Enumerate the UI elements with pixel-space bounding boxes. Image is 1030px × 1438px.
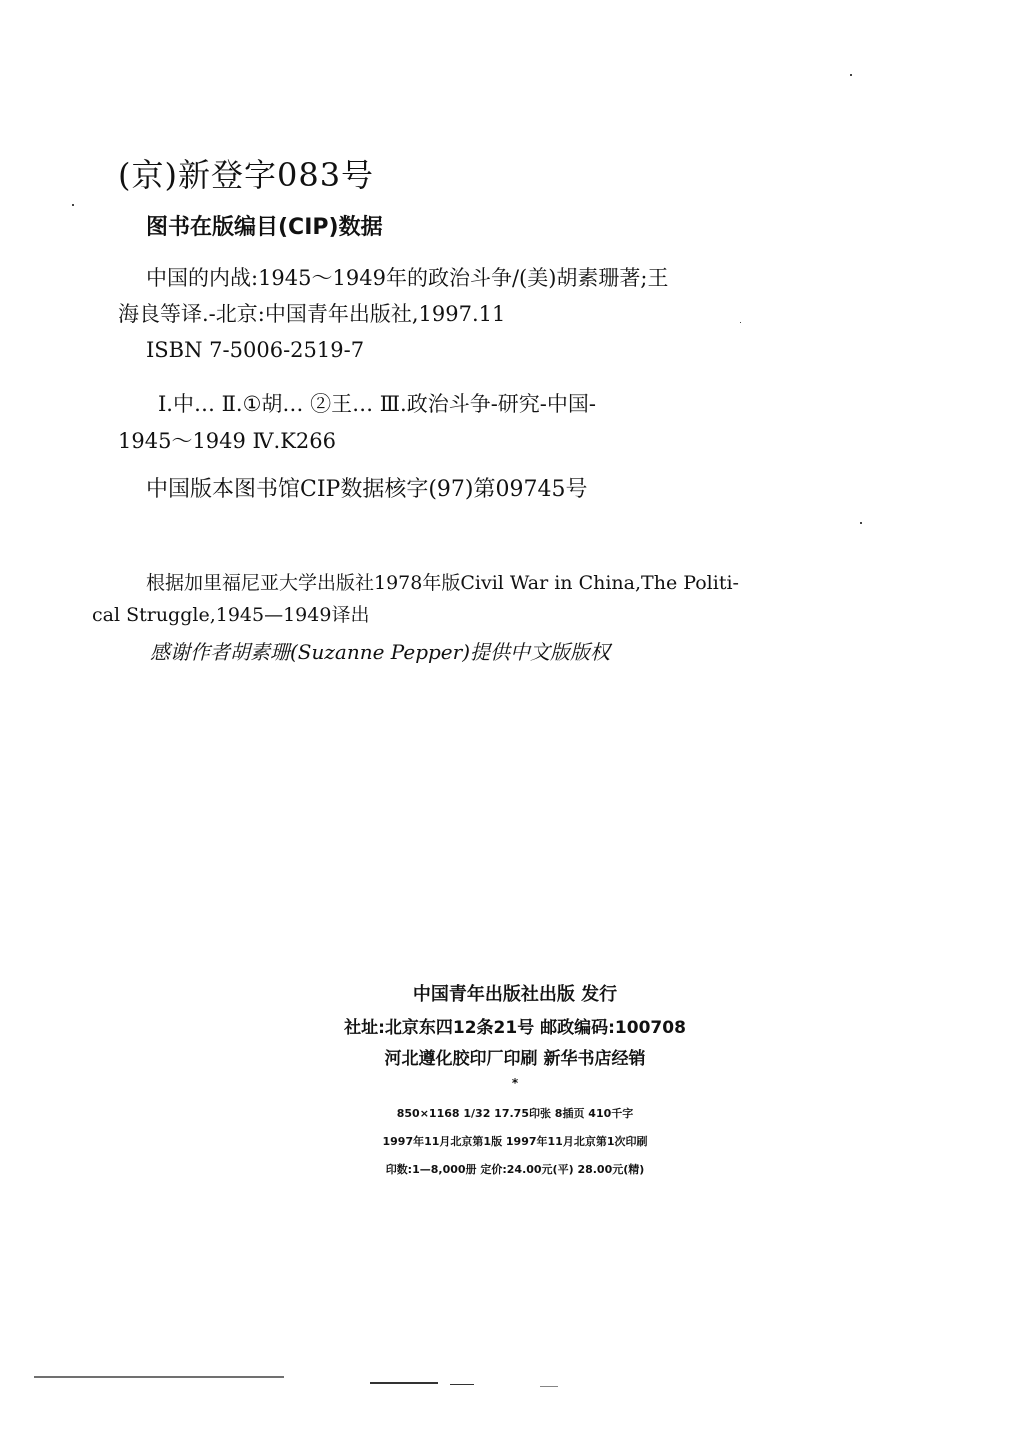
edition-info: 1997年11月北京第1版 1997年11月北京第1次印刷 bbox=[382, 1135, 648, 1148]
cip-heading: 图书在版编目(CIP)数据 bbox=[146, 215, 383, 240]
translation-source-line-2: cal Struggle,1945—1949译出 bbox=[92, 604, 370, 626]
publisher-line: 中国青年出版社出版 发行 bbox=[412, 984, 618, 1005]
registration-number: (京)新登字083号 bbox=[118, 156, 375, 194]
scan-rule-small bbox=[450, 1384, 474, 1385]
scan-speck bbox=[72, 204, 74, 206]
address-line: 社址:北京东四12条21号 邮政编码:100708 bbox=[344, 1018, 686, 1038]
cip-title-line-2: 海良等译.-北京:中国青年出版社,1997.11 bbox=[118, 302, 506, 326]
cip-data-number: 中国版本图书馆CIP数据核字(97)第09745号 bbox=[146, 477, 588, 502]
cip-subjects-line-2: 1945～1949 Ⅳ.K266 bbox=[118, 429, 336, 453]
scan-rule-left bbox=[34, 1376, 284, 1378]
cip-isbn: ISBN 7-5006-2519-7 bbox=[146, 338, 365, 362]
printer-line: 河北遵化胶印厂印刷 新华书店经销 bbox=[384, 1049, 646, 1069]
separator-star: * bbox=[511, 1076, 519, 1090]
scan-speck bbox=[740, 322, 741, 323]
cip-title-line-1: 中国的内战:1945～1949年的政治斗争/(美)胡素珊著;王 bbox=[146, 266, 669, 290]
acknowledgement: 感谢作者胡素珊(Suzanne Pepper)提供中文版版权 bbox=[150, 640, 610, 664]
format-specs: 850×1168 1/32 17.75印张 8插页 410千字 bbox=[396, 1107, 634, 1120]
scan-speck bbox=[860, 522, 862, 524]
scan-speck bbox=[850, 74, 852, 76]
scan-rule-middle bbox=[370, 1382, 438, 1384]
cip-subjects-line-1: Ⅰ.中… Ⅱ.①胡… ②王… Ⅲ.政治斗争-研究-中国- bbox=[158, 392, 596, 416]
scan-rule-dots bbox=[540, 1386, 558, 1387]
translation-source-line-1: 根据加里福尼亚大学出版社1978年版Civil War in China,The Politi- bbox=[146, 572, 739, 594]
print-run-price: 印数:1—8,000册 定价:24.00元(平) 28.00元(精) bbox=[385, 1163, 645, 1176]
